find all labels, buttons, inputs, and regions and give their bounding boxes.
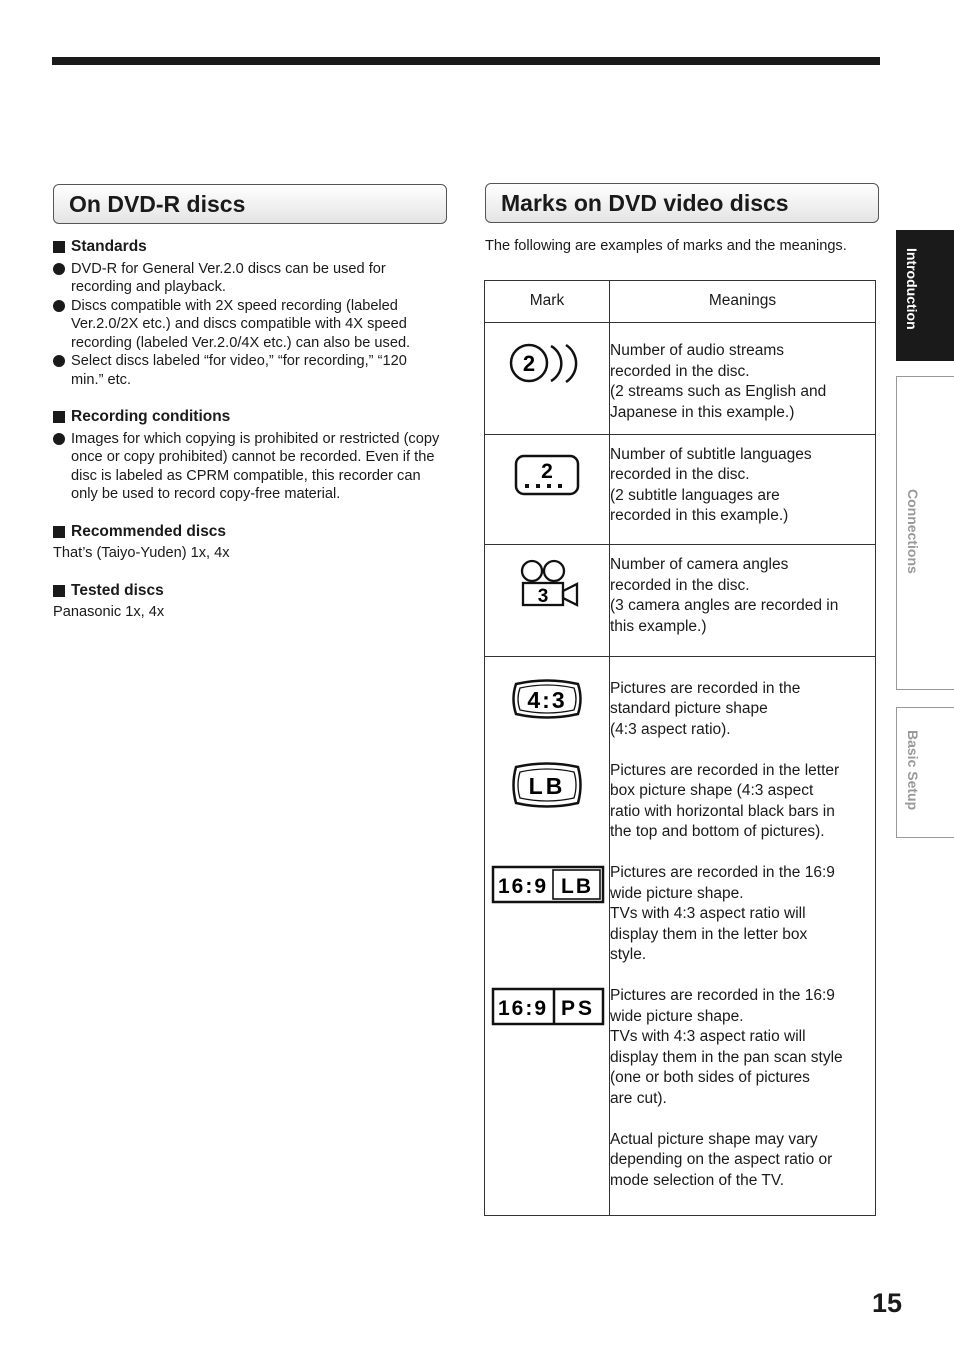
table-header-row	[485, 281, 876, 323]
tab-introduction[interactable]: Introduction	[896, 230, 954, 361]
meaning-cell: Number of audio streams recorded in the disc. (2 streams such as English and Japanese in this example.)	[610, 323, 876, 435]
mark-cell	[485, 434, 610, 545]
paragraph-note: Actual picture shape may vary depending on the aspect ratio or mode selection of the TV.	[610, 1130, 833, 1189]
aspect-43-icon	[514, 680, 581, 717]
bullet-icon	[53, 263, 65, 275]
wide-panscan-icon	[493, 989, 603, 1024]
list-item: Discs compatible with 2X speed recording (labeled Ver.2.0/2X etc.) and discs compatible with 4X speed recording (labeled Ver.2.0/4X etc.) can also be used.	[53, 297, 443, 353]
column-header-mark: Mark	[485, 281, 610, 323]
camera-angle-icon	[485, 545, 609, 649]
recommended-text: That’s (Taiyo-Yuden) 1x, 4x	[53, 545, 230, 561]
paragraph-169-ps: Pictures are recorded in the 16:9 wide picture shape. TVs with 4:3 aspect ratio will display them in the pan scan style (one or both sides of pictures are cut).	[610, 987, 843, 1107]
square-bullet-icon	[53, 411, 65, 423]
paragraph-43: Pictures are recorded in the standard picture shape (4:3 aspect ratio).	[610, 679, 801, 738]
column-header-meanings: Meanings	[610, 281, 876, 323]
marks-intro: The following are examples of marks and the meanings.	[485, 238, 847, 254]
top-rule	[52, 57, 880, 65]
list-item: Images for which copying is prohibited or restricted (copy once or copy prohibited) cannot be recorded. Even if the disc is labeled as CPRM compatible, this recorder can only be used to record copy-free material.	[53, 430, 443, 504]
paragraph-169-lb: Pictures are recorded in the 16:9 wide picture shape. TVs with 4:3 aspect ratio will display them in the letter box style.	[610, 864, 835, 963]
square-bullet-icon	[53, 241, 65, 253]
paragraph-lb: Pictures are recorded in the letter box picture shape (4:3 aspect ratio with horizontal black bars in the top and bottom of pictures).	[610, 761, 840, 840]
marks-table	[484, 280, 876, 1216]
table-row	[485, 434, 876, 545]
svg-text:16:9: 16:9	[497, 874, 549, 898]
mark-cell	[485, 545, 610, 657]
section-title: Marks on DVD video discs	[501, 190, 789, 216]
bullet-icon	[53, 433, 65, 445]
meaning-cell: Number of camera angles recorded in the disc. (3 camera angles are recorded in this example.)	[610, 545, 876, 657]
square-bullet-icon	[53, 526, 65, 538]
svg-text:LB: LB	[528, 772, 566, 799]
subheading-recording-conditions: Recording conditions	[53, 408, 443, 427]
aspect-marks	[485, 657, 609, 1215]
page-number: 15	[872, 1288, 903, 1318]
square-bullet-icon	[53, 585, 65, 597]
section-title: On DVD-R discs	[69, 191, 246, 217]
list-item: DVD-R for General Ver.2.0 discs can be used for recording and playback.	[53, 260, 443, 297]
bullet-icon	[53, 300, 65, 312]
mark-cell	[485, 323, 610, 435]
tested-text: Panasonic 1x, 4x	[53, 604, 165, 620]
letterbox-icon	[514, 763, 581, 806]
list-item: Select discs labeled “for video,” “for recording,” “120 min.” etc.	[53, 352, 443, 389]
table-row	[485, 656, 876, 1215]
subheading-recommended-discs: Recommended discs	[53, 523, 443, 542]
section-header-dvd-r	[53, 184, 447, 224]
subheading-tested-discs: Tested discs	[53, 582, 443, 601]
svg-text:4:3: 4:3	[527, 686, 567, 713]
dvd-r-content	[53, 238, 443, 622]
audio-streams-icon	[485, 323, 609, 427]
svg-text:PS: PS	[560, 996, 596, 1020]
subtitle-icon	[485, 435, 609, 538]
table-row	[485, 545, 876, 657]
section-header-marks	[485, 183, 879, 223]
mark-cell	[485, 656, 610, 1215]
mark-value: 2	[541, 459, 553, 483]
svg-text:LB: LB	[561, 874, 593, 898]
subheading-standards: Standards	[53, 238, 443, 257]
tab-basic-setup[interactable]: Basic Setup	[896, 707, 954, 838]
mark-value: 3	[537, 586, 549, 607]
meaning-cell	[610, 656, 876, 1215]
mark-value: 2	[522, 351, 536, 376]
table-row	[485, 323, 876, 435]
bullet-icon	[53, 355, 65, 367]
wide-letterbox-icon	[493, 867, 603, 902]
tab-connections[interactable]: Connections	[896, 376, 954, 690]
svg-text:16:9: 16:9	[497, 996, 549, 1020]
meaning-cell: Number of subtitle languages recorded in the disc. (2 subtitle languages are recorded in this example.)	[610, 434, 876, 545]
